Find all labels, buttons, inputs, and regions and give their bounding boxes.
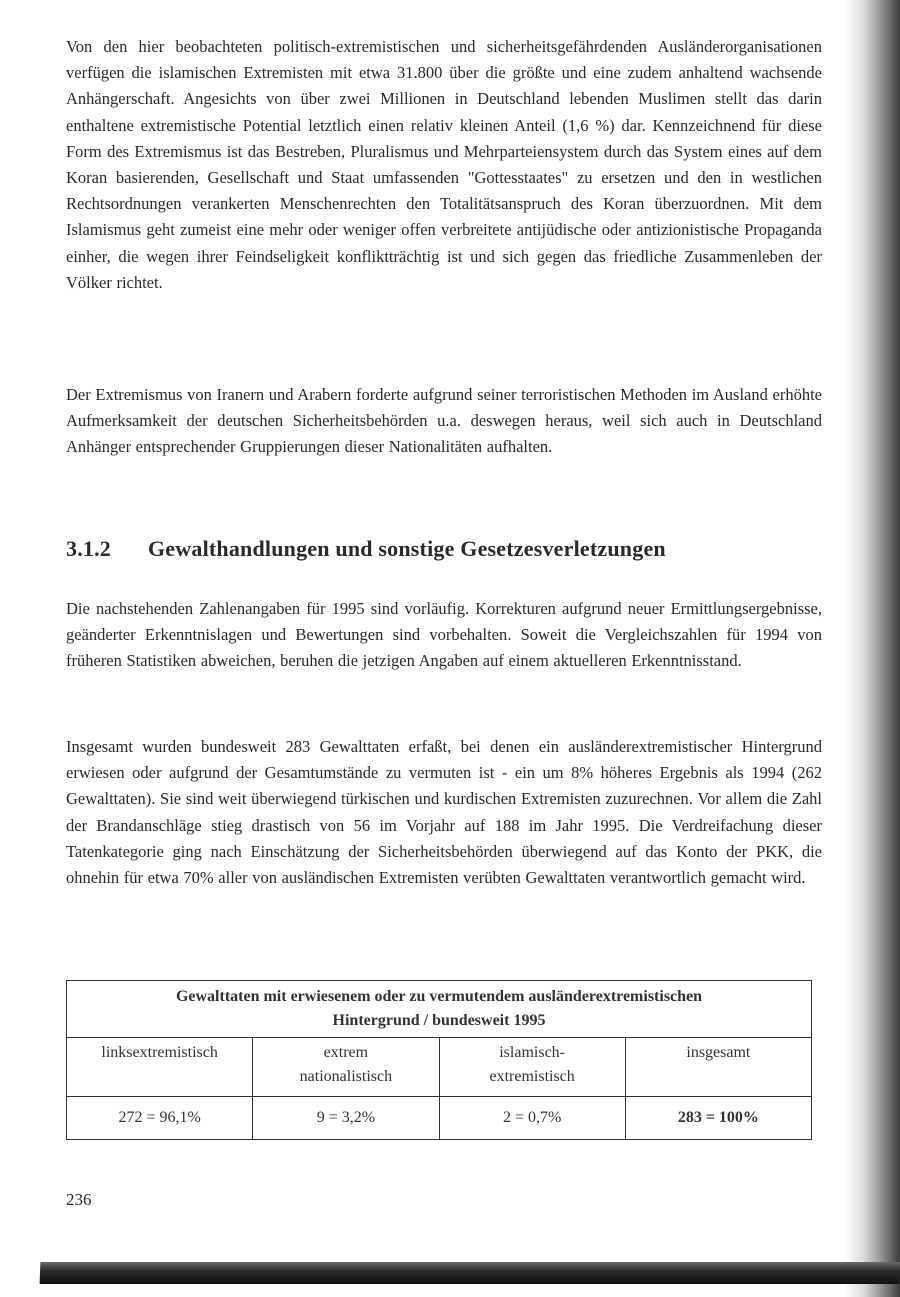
section-number: 3.1.2 bbox=[66, 536, 111, 561]
table-header-links: linksextremistisch bbox=[67, 1038, 253, 1097]
paragraph-preliminary-figures: Die nachstehenden Zahlenangaben für 1995 sind vorläufig. Korrekturen aufgrund neuer Ermittlungsergebnisse, geänderter Erkenntnislagen und Bewertungen sind vorbehalten. Soweit die Vergleichszahlen für 1994 von früheren Statistiken abweichen, beruhen die jetzigen Angaben auf einem aktuelleren Erkenntnisstand. bbox=[66, 599, 822, 671]
page-bottom-edge-shadow bbox=[40, 1262, 900, 1284]
table-cell-insgesamt-value: 283 = 100% bbox=[625, 1097, 811, 1140]
table-cell-links-value: 272 = 96,1% bbox=[67, 1097, 253, 1140]
table-header-islamisch: islamisch- extremistisch bbox=[439, 1038, 625, 1097]
paragraph-violent-acts-total: Insgesamt wurden bundesweit 283 Gewalttaten erfaßt, bei denen ein ausländerextremistischer Hintergrund erwiesen oder aufgrund der Gesamtumstände zu vermuten ist - ein um 8% höheres Ergebnis als 1994 (262 Gewalttaten). Sie sind weit überwiegend türkischen und kurdischen Extremisten zuzurechnen. Vor allem die Zahl der Brandanschläge stieg drastisch von 56 im Vorjahr auf 188 im Jahr 1995. Die Verdreifachung dieser Tatenkategorie ging nach Einschätzung der Sicherheitsbehörden überwiegend auf das Konto der PKK, die ohnehin für etwa 70% aller von ausländischen Extremisten verübten Gewalttaten verantwortlich gemacht wird. bbox=[66, 737, 822, 888]
table-caption-line-2: Hintergrund / bundesweit 1995 bbox=[332, 1012, 546, 1029]
table-cell-islamisch-value: 2 = 0,7% bbox=[439, 1097, 625, 1140]
table-header-nationalistisch: extrem nationalistisch bbox=[253, 1038, 439, 1097]
book-spine-shadow bbox=[844, 0, 900, 1297]
table-caption bbox=[67, 981, 812, 1038]
table-caption-line-1: Gewalttaten mit erwiesenem oder zu vermutendem ausländerextremistischen bbox=[175, 988, 703, 1005]
paragraph-islamic-extremism: Von den hier beobachteten politisch-extremistischen und sicherheitsgefährdenden Ausländerorganisationen verfügen die islamischen Extremisten mit etwa 31.800 über die größte und eine zudem anhaltend wachsende Anhängerschaft. Angesichts von über zwei Millionen in Deutschland lebenden Muslimen stellt das darin enthaltene extremistische Potential letztlich einen relativ kleinen Anteil (1,6 %) dar. Kennzeichnend für diese Form des Extremismus ist das Bestreben, Pluralismus und Mehrparteiensystem durch das System eines auf dem Koran basierenden, Gesellschaft und Staat umfassenden "Gottesstaates" zu ersetzen und den in westlichen Rechtsordnungen verankerten Menschenrechten den Totalitätsanspruch des Koran überzuordnen. Mit dem Islamismus geht zumeist eine mehr oder weniger offen verbreitete antijüdische oder antizionistische Propaganda einher, die wegen ihrer Feindseligkeit konfliktträchtig ist und sich gegen das friedliche Zusammenleben der Völker richtet. bbox=[66, 37, 822, 292]
page-number: 236 bbox=[66, 1190, 92, 1209]
table-header-insgesamt: insgesamt bbox=[625, 1038, 811, 1097]
violent-acts-table bbox=[66, 980, 812, 1140]
section-title: Gewalthandlungen und sonstige Gesetzesverletzungen bbox=[148, 536, 666, 561]
section-heading bbox=[66, 536, 666, 562]
paragraph-iranians-arabs: Der Extremismus von Iranern und Arabern forderte aufgrund seiner terroristischen Methoden im Ausland erhöhte Aufmerksamkeit der deutschen Sicherheitsbehörden u.a. deswegen heraus, weil sich auch in Deutschland Anhänger entsprechender Gruppierungen dieser Nationalitäten aufhalten. bbox=[66, 385, 822, 457]
table-cell-nationalistisch-value: 9 = 3,2% bbox=[253, 1097, 439, 1140]
